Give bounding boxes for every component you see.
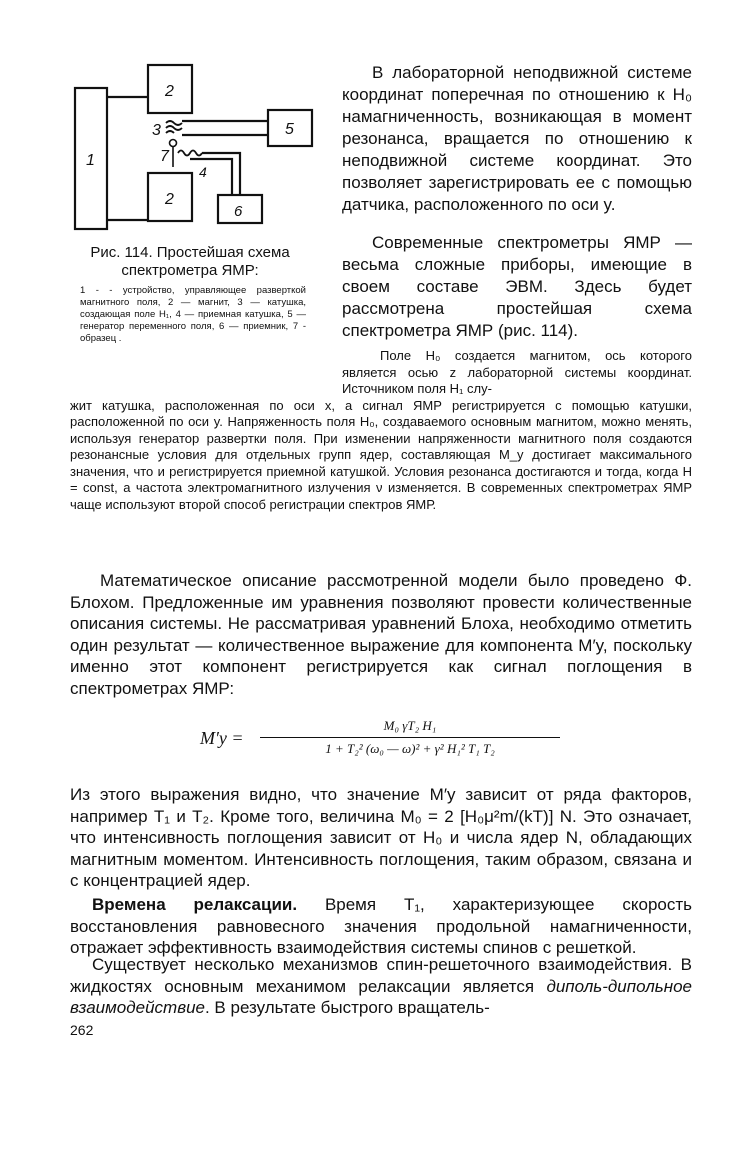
formula-numerator: M₀ γT₂ H₁ (383, 718, 437, 733)
label-4: 4 (199, 164, 207, 180)
paragraph-relaxation (70, 894, 692, 959)
coil-3 (166, 121, 182, 133)
formula-denominator: 1 + T₂² (ω₀ — ω)² + γ² H₁² T₁ T₂ (325, 741, 495, 756)
small-print-wide: жит катушка, расположенная по оси x, а сигнал ЯМР регистрируется с помощью катушки, расположенной по оси y. Напряженность поля H₀, создаваемого основным магнитом, можно менять, используя генератор развертки поля. При изменении напряженности магнитного поля создаются резонансные условия для отдельных групп ядер, составляющая M_y достигает максимального значения, что и регистрируется приемной катушкой. Условия резонанса достигаются и тогда, когда H = const, а частота электромагнитного излучения ν изменяется. В современных спектрометрах ЯМР чаще используют второй способ регистрации спектров ЯМР. (70, 397, 692, 512)
label-5: 5 (285, 121, 294, 138)
formula-absorption-signal (200, 718, 580, 764)
fraction-bar (260, 737, 560, 738)
paragraph-mechanisms (70, 954, 692, 1019)
dipole-dipole-term: диполь-дипольное взаимодействие (70, 976, 692, 1017)
small-print-narrow: Поле H₀ создается магнитом, ось которого является осью z лабораторной системы координат. Источником поля H₁ слу- (342, 348, 692, 396)
paragraph-modern-spectrometers: Современные спектрометры ЯМР — весьма сложные приборы, имеющие в своем составе ЭВМ. Здесь будет рассмотрена простейшая схема спектрометра ЯМР (рис. 114). (342, 233, 692, 340)
page-number: 262 (70, 1022, 94, 1038)
label-1: 1 (86, 152, 95, 169)
paragraph-factors: Из этого выражения видно, что значение M′y зависит от ряда факторов, например T₁ и T₂. Кроме того, величина M₀ = 2 [H₀μ²m/(kT)] N. Это означает, что интенсивность поглощения зависит от H₀ и числа ядер N, обладающих магнитным моментом. Интенсивность поглощения, таким образом, связана и с концентрацией ядер. (70, 785, 692, 890)
nmr-spectrometer-diagram (60, 55, 322, 245)
mechanisms-tail: . В результате быстрого вращатель- (204, 998, 490, 1017)
paragraph-bloch: Математическое описание рассмотренной модели было проведено Ф. Блохом. Предложенные им уравнения позволяют провести количественные описания системы. Не рассматривая уравнений Блоха, необходимо отметить один результат — количественное выражение для компонента M′y, поскольку именно этот компонент регистрируется как сигнал поглощения в спектрометрах ЯМР: (70, 571, 692, 698)
relaxation-text: Время T₁, характеризующее скорость восстановления равновесного значения продольной намагниченности, отражает эффективность взаимодействия системы спинов с решеткой. (70, 895, 693, 957)
figure-caption-title: Рис. 114. Простейшая схема спектрометра ЯМР: (90, 244, 290, 279)
small-print-paragraph (70, 348, 692, 513)
coil-4 (178, 151, 202, 156)
formula-lhs: M′y = (200, 728, 244, 748)
paragraph-lab-frame: В лабораторной неподвижной системе координат поперечная по отношению к H₀ намагниченность, возникающая в момент резонанса, вращается по отношению к неподвижной системе координат. Это позволяет зарегистрировать ее с помощью датчика, расположенного по оси y. (342, 63, 692, 214)
sample-7 (170, 140, 177, 147)
heading-relaxation-times: Времена релаксации. (92, 895, 298, 914)
label-2-bottom: 2 (165, 191, 174, 208)
label-6: 6 (234, 203, 243, 220)
mechanisms-text: Существует несколько механизмов спин-решеточного взаимодействия. В жидкостях основным механимом релаксации является (70, 955, 692, 996)
label-3: 3 (152, 122, 161, 139)
figure-caption-legend: 1 - - устройство, управляющее разверткой магнитного поля, 2 — магнит, 3 — катушка, создающая поле H₁, 4 — приемная катушка, 5 — генератор переменного поля, 6 — приемник, 7 - образец . (80, 285, 306, 344)
label-2-top: 2 (165, 83, 174, 100)
label-7: 7 (160, 148, 169, 165)
